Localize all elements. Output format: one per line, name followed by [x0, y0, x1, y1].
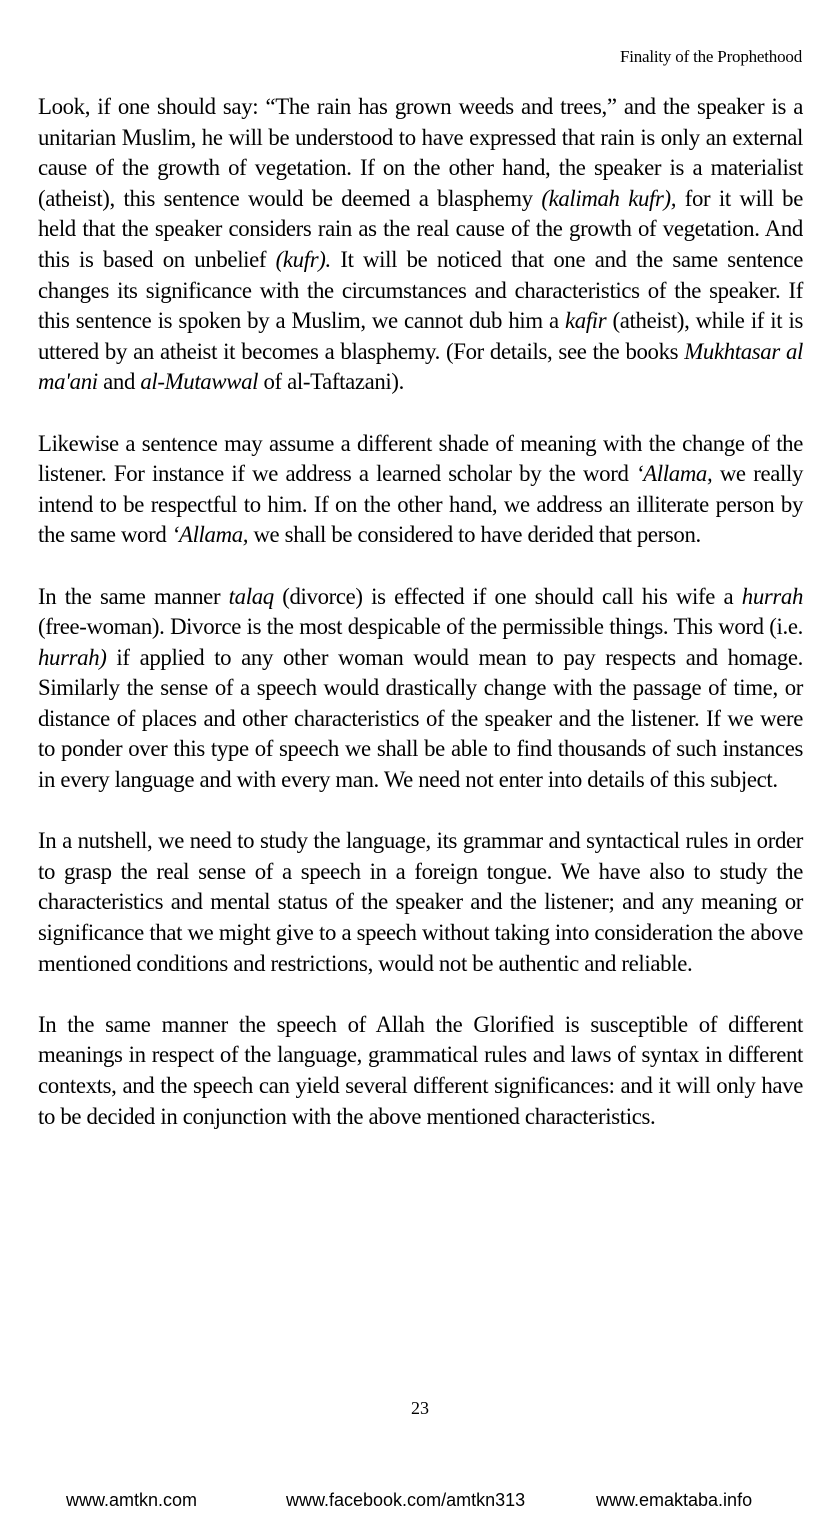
italic-term: hurrah) [38, 644, 107, 670]
italic-term: talaq [228, 583, 274, 609]
text-run: Likewise a sentence may assume a different shade of meaning with the change of the listener. For instance if we address a learned scholar by the word [38, 430, 803, 487]
paragraph [38, 582, 803, 796]
text-run: (divorce) is effected if one should call his wife a [273, 583, 742, 609]
italic-term: hurrah [741, 583, 804, 609]
text-run: (free-woman). Divorce is the most despicable of the permissible things. This word (i.e. [38, 614, 803, 640]
footer-link-amtkn[interactable]: www.amtkn.com [66, 1490, 198, 1510]
italic-term: ‘Allama, [171, 522, 249, 548]
running-head-title: Finality of the Prophethood [619, 47, 802, 66]
text-run: (atheist), while if it is uttered by an atheist it becomes a blasphemy. (For details, see the books [38, 308, 803, 364]
footer-link-emaktaba[interactable]: www.emaktaba.info [596, 1490, 753, 1510]
text-run: In the same manner the speech of Allah the Glorified is susceptible of different meanings in respect of the language, grammatical rules and laws of syntax in different contexts, and the speech can yield several different significances: and it will only have to be decided in conjunction with the above mentioned characteristics. [38, 1011, 803, 1129]
paragraph [38, 1010, 803, 1132]
italic-term: ‘Allama, [635, 461, 713, 487]
paragraph [38, 92, 803, 398]
italic-term: kafir [565, 308, 607, 334]
page-number: 23 [411, 1398, 429, 1418]
italic-term: (kalimah kufr), [541, 185, 677, 211]
text-run: Look, if one should say: “The rain has grown weeds and trees,” and the speaker is a unitarian Muslim, he will be understood to have expressed that rain is only an external cause of the growth of vegetation. If on the other hand, the speaker is a materialist (atheist), this sentence would be deemed a blasphemy [38, 94, 803, 211]
text-run: It will be noticed that one and the same sentence changes its significance with the circumstances and characteristics of the speaker. If this sentence is spoken by a Muslim, we cannot dub him a [38, 246, 803, 334]
text-run: we shall be considered to have derided that person. [248, 522, 701, 548]
text-run: In a nutshell, we need to study the language, its grammar and syntactical rules in order to grasp the real sense of a speech in a foreign tongue. We have also to study the characteristics and mental status of the speaker and the listener; and any meaning or significance that we might give to a speech without taking into consideration the above mentioned conditions and restrictions, would not be authentic and reliable. [38, 828, 803, 976]
paragraph [38, 429, 803, 551]
text-run: we really intend to be respectful to him. If on the other hand, we address an illiterate person by the same word [38, 461, 803, 548]
text-run: In the same manner [38, 583, 229, 609]
italic-term: al-Mutawwal [140, 369, 259, 395]
body-text [38, 92, 803, 1163]
text-run: of al-Taftazani). [258, 369, 404, 395]
text-run: and [97, 369, 141, 395]
paragraph [38, 826, 803, 979]
text-run: for it will be held that the speaker considers rain as the real cause of the growth of vegetation. And this is based on unbelief [38, 185, 804, 272]
footer-link-facebook[interactable]: www.facebook.com/amtkn313 [286, 1490, 526, 1510]
footer [0, 1490, 840, 1514]
italic-term: Mukhtasar al ma'ani [38, 338, 803, 395]
text-run: if applied to any other woman would mean to pay respects and homage. Similarly the sense of a speech would drastically change with the passage of time, or distance of places and other characteristics of the speaker and the listener. If we were to ponder over this type of speech we shall be able to find thousands of such instances in every language and with every man. We need not enter into details of this subject. [38, 644, 803, 793]
italic-term: (kufr). [275, 246, 331, 272]
